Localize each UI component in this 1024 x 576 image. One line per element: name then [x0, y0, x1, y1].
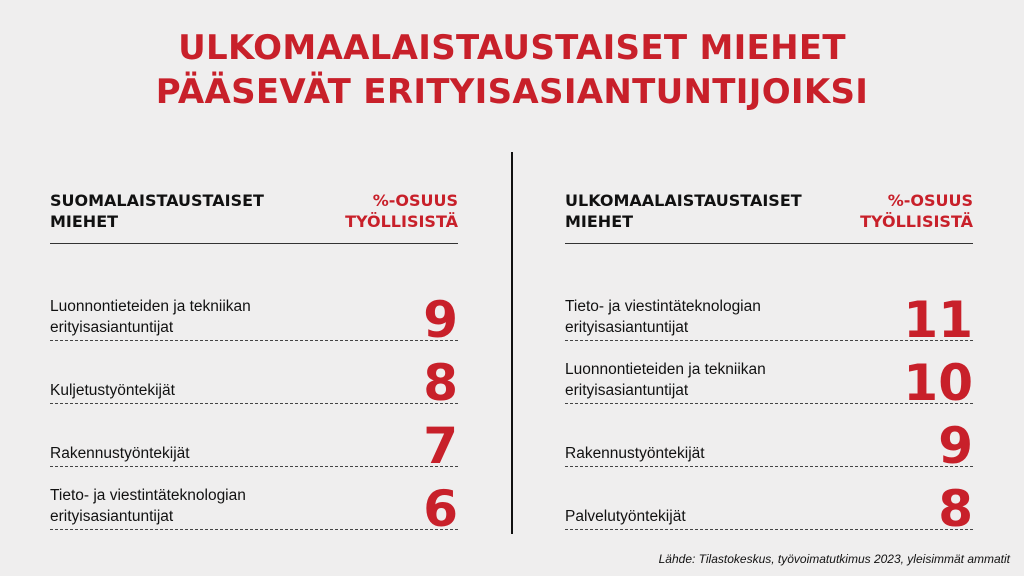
right-value-header-line-1: %-OSUUS	[887, 191, 973, 210]
page-title	[0, 26, 1024, 114]
right-value-header	[860, 190, 973, 232]
occupation-label: Palvelutyöntekijät	[565, 508, 686, 525]
left-group-label-line-2: MIEHET	[50, 212, 119, 231]
source-note: Lähde: Tilastokeskus, työvoimatutkimus 2023, yleisimmät ammatit	[658, 552, 1010, 566]
dashed-separator	[565, 529, 973, 530]
right-group-label-line-1: ULKOMAALAISTAUSTAISET	[565, 191, 802, 210]
share-value: 9	[938, 417, 973, 475]
center-divider	[511, 152, 513, 534]
list-item	[50, 341, 458, 412]
occupation-label: Luonnontieteiden ja tekniikan erityisasiantuntijat	[565, 361, 766, 399]
occupation-label: Rakennustyöntekijät	[50, 445, 190, 462]
share-value: 8	[423, 354, 458, 412]
left-column-finnish-background	[50, 190, 458, 538]
left-value-header	[345, 190, 458, 232]
share-value: 7	[423, 417, 458, 475]
dashed-separator	[50, 529, 458, 530]
share-value: 6	[423, 480, 458, 538]
title-line-1: ULKOMAALAISTAUSTAISET MIEHET	[178, 28, 846, 68]
share-value: 8	[938, 480, 973, 538]
right-value-header-line-2: TYÖLLISISTÄ	[860, 212, 973, 231]
title-line-2: PÄÄSEVÄT ERITYISASIANTUNTIJOIKSI	[155, 72, 869, 112]
right-group-label-line-2: MIEHET	[565, 212, 634, 231]
right-column-foreign-background	[565, 190, 973, 538]
share-value: 10	[903, 354, 973, 412]
occupation-label: Kuljetustyöntekijät	[50, 382, 175, 399]
left-value-header-line-1: %-OSUUS	[372, 191, 458, 210]
list-item	[50, 404, 458, 475]
left-column-header	[50, 190, 458, 244]
left-group-label	[50, 190, 264, 232]
occupation-label: Rakennustyöntekijät	[565, 445, 705, 462]
right-rows	[565, 278, 973, 538]
right-column-header	[565, 190, 973, 244]
list-item	[50, 278, 458, 349]
share-value: 11	[903, 291, 973, 349]
right-group-label	[565, 190, 802, 232]
list-item	[565, 404, 973, 475]
left-value-header-line-2: TYÖLLISISTÄ	[345, 212, 458, 231]
left-rows	[50, 278, 458, 538]
occupation-label: Tieto- ja viestintäteknologian erityisasiantuntijat	[565, 298, 761, 336]
list-item	[565, 341, 973, 412]
left-group-label-line-1: SUOMALAISTAUSTAISET	[50, 191, 264, 210]
list-item	[50, 467, 458, 538]
occupation-label: Tieto- ja viestintäteknologian erityisasiantuntijat	[50, 487, 246, 525]
occupation-label: Luonnontieteiden ja tekniikan erityisasiantuntijat	[50, 298, 251, 336]
list-item	[565, 467, 973, 538]
share-value: 9	[423, 291, 458, 349]
list-item	[565, 278, 973, 349]
